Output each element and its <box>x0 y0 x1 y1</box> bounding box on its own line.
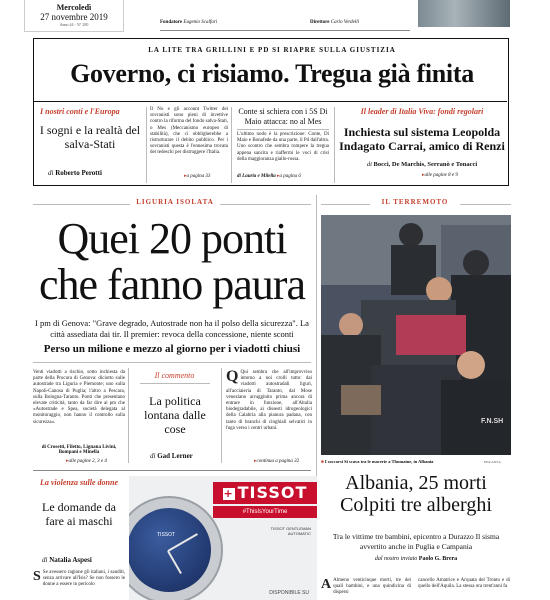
tissot-ad[interactable] <box>129 476 317 600</box>
rescue-photo <box>321 215 511 455</box>
terremoto-sub: Tra le vittime tre bambini, epicentro a Durazzo Il sisma avvertito anche in Puglia e Campania <box>332 532 500 551</box>
terremoto-body-left: A Almeno venticinque morti, tre dei quali bambini, e una quindicina di dispersi <box>321 577 411 596</box>
col3-body: L'ultimo nodo è la prescrizione: Conte, Di Maio e Bonafede da una parte, il Pd dall'altra. Uno scontro che sembra rompere la tregua appena sancita e riaffermi le voci di crisi della maggioranza giallo-rossa. <box>237 132 329 162</box>
commento-rule <box>140 383 210 384</box>
photo-caption: ■ I soccorsi Si scava tra le macerie a Thumaine, in Albania <box>321 459 434 464</box>
masthead-date-box <box>24 0 124 32</box>
col3-byline: di Lauria e Milella ▸ a pagina 6 <box>237 173 329 179</box>
col1-section: I nostri conti e l'Europa <box>40 107 120 116</box>
col-divider <box>221 368 222 463</box>
founder-name: Eugenio Scalfari <box>183 20 218 25</box>
commento-title[interactable]: La politica lontana dalle cose <box>144 394 206 436</box>
terremoto-byline: dal nostro inviato Paolo G. Brera <box>374 556 458 562</box>
liguria-col3-body: Q Qui sembra che all'improvviso intorno a noi crolli tutto: dai viadotti autostradali liguri, all'acciaieria di Taranto, dal Mose veneziano arrugginito prima ancora di entrare in funzione, all'Altalia biodegradabile, ai dissesti idrogeologici della Calabria alla pianura padana, con tanto di branchi di cinghiali selvatici in fuga verso i centri urbani. <box>226 368 312 431</box>
col-divider <box>334 107 335 183</box>
svg-text:F.N.SH: F.N.SH <box>481 418 504 425</box>
col4-section: Il leader di Italia Viva: fondi regolari <box>360 107 484 116</box>
terremoto-headline[interactable]: Albania, 25 morti Colpiti tre alberghi <box>340 472 492 516</box>
violenza-section: La violenza sulle donne <box>39 478 118 487</box>
col1-title[interactable]: I sogni e la realtà del salva-Stati <box>39 123 141 151</box>
director-name: Carlo Verdelli <box>330 20 360 25</box>
liguria-sub-bold: Perso un milione e mezzo al giorno per i viadotti chiusi <box>43 343 301 355</box>
ad-availability: DISPONIBILE SU <box>269 590 309 596</box>
masthead-issue: Anno 44 - N° 280 <box>59 22 89 27</box>
masthead-date: 27 novembre 2019 <box>40 12 108 22</box>
top-kicker: LA LITE TRA GRILLINI E PD SI RIAPRE SULLA GIUSTIZIA <box>148 46 396 54</box>
liguria-col1-authors: di Crosetti, Filetto, Lignana Livini, Bompani e Minella <box>41 445 117 455</box>
masthead-day: Mercoledì <box>56 3 92 12</box>
section-rule <box>33 362 311 363</box>
terremoto-body-right: cancello Amatrice e Arquata del Tronto e di quello dell'Aquila. La stessa ora trent'anni fa <box>418 578 510 590</box>
director-label: Direttore <box>310 20 330 25</box>
liguria-col1-body: Venti viadotti a rischio, sotto inchiesta da parte della Procura di Genova: diciotto sulle autostrade tra Liguria e Piemonte; uno sulla Napoli-Canosa di Puglia; l'altro a Pescara, sulla Bologna-Taranto. Ponti che presentano elevate criticità, tanto da far dire ai pm che «Autostrade e Spea, società delegata al monitoraggio, non hanno il controllo sulla sicurezza». <box>33 370 125 425</box>
dropcap: S <box>33 569 41 584</box>
terremoto-kicker: IL TERREMOTO <box>370 198 460 206</box>
photo-credit: EPA/ANSA <box>484 460 501 464</box>
col4-title[interactable]: Inchiesta sul sistema Leopolda Indagato Carrai, amico di Renzi <box>339 125 505 153</box>
col2-body: Il No e gli account Twitter dei sovranisti sono pieni di invettive contro la riforma del fondo salva-Stati, o Mes (Meccanismo europeo di stabilità), che ci obbligherebbe a ristrutturare il debito pubblico. Per i sovranisti questa è l'ennesima trovata dei tedeschi per distruggere l'Italia. <box>150 107 228 156</box>
dropcap: Q <box>226 368 239 385</box>
col4-ref[interactable]: ▸ alle pagine 8 e 9 <box>422 172 458 178</box>
masthead-thumbnail <box>418 0 510 27</box>
col1-byline: di Roberto Perotti <box>48 169 102 177</box>
col2-ref[interactable]: ▸ a pagina 33 <box>184 173 210 179</box>
liguria-headline[interactable]: Quei 20 ponti che fanno paura <box>39 214 305 309</box>
liguria-sub: I pm di Genova: "Grave degrado, Autostrade non ha il polso della sicurezza". La città assediata dai tir. Il premier: revoca della concessione, niente sconti <box>35 318 309 339</box>
violenza-title[interactable]: Le domande da fare ai maschi <box>42 500 116 528</box>
ad-model: TISSOT GENTLEMAN AUTOMATIC <box>270 526 311 536</box>
watch-icon <box>129 496 223 600</box>
watch-face <box>129 508 211 592</box>
commento-byline: di Gad Lerner <box>150 452 193 460</box>
col4-byline: di Bocci, De Marchis, Serranò e Tonacci <box>366 161 478 168</box>
col-divider <box>128 368 129 463</box>
col3-ref[interactable]: ▸ a pagina 6 <box>277 174 301 179</box>
col-divider <box>146 107 147 183</box>
col3-title[interactable]: Conte si schiera con i 5S Di Maio attacca: no al Mes <box>238 107 328 126</box>
liguria-kicker: LIGURIA ISOLATA <box>130 198 220 206</box>
rescue-photo-image <box>321 215 511 455</box>
founder-label: Fondatore <box>160 20 183 25</box>
dropcap: A <box>321 577 332 592</box>
top-story-box <box>33 38 509 186</box>
swiss-cross-icon: + <box>223 486 234 500</box>
commento-label: Il commento <box>154 371 195 380</box>
section-rule <box>33 470 311 471</box>
watch-brand: TISSOT <box>157 532 176 538</box>
ad-brand: + TISSOT <box>213 482 317 504</box>
top-inner-rule <box>34 101 507 102</box>
liguria-col3-ref[interactable]: ▸ continua a pagina 32 <box>254 458 299 464</box>
watch-minute-hand <box>167 551 182 575</box>
masthead-rule <box>160 30 410 31</box>
col3-rule <box>237 129 329 130</box>
ad-tagline: #ThisIsYourTime <box>213 506 317 518</box>
violenza-byline: di Natalia Aspesi <box>42 556 92 564</box>
violenza-body: S Se avessero ragione gli italiani, i sauditi, senza arrivare all'Isis? Se non fossero le donne a essere in pericolo <box>33 569 125 588</box>
top-headline[interactable]: Governo, ci risiamo. Tregua già finita <box>70 59 474 88</box>
liguria-col1-ref[interactable]: ▸ alle pagine 2, 3 e 4 <box>66 458 107 464</box>
col-divider <box>231 107 232 183</box>
